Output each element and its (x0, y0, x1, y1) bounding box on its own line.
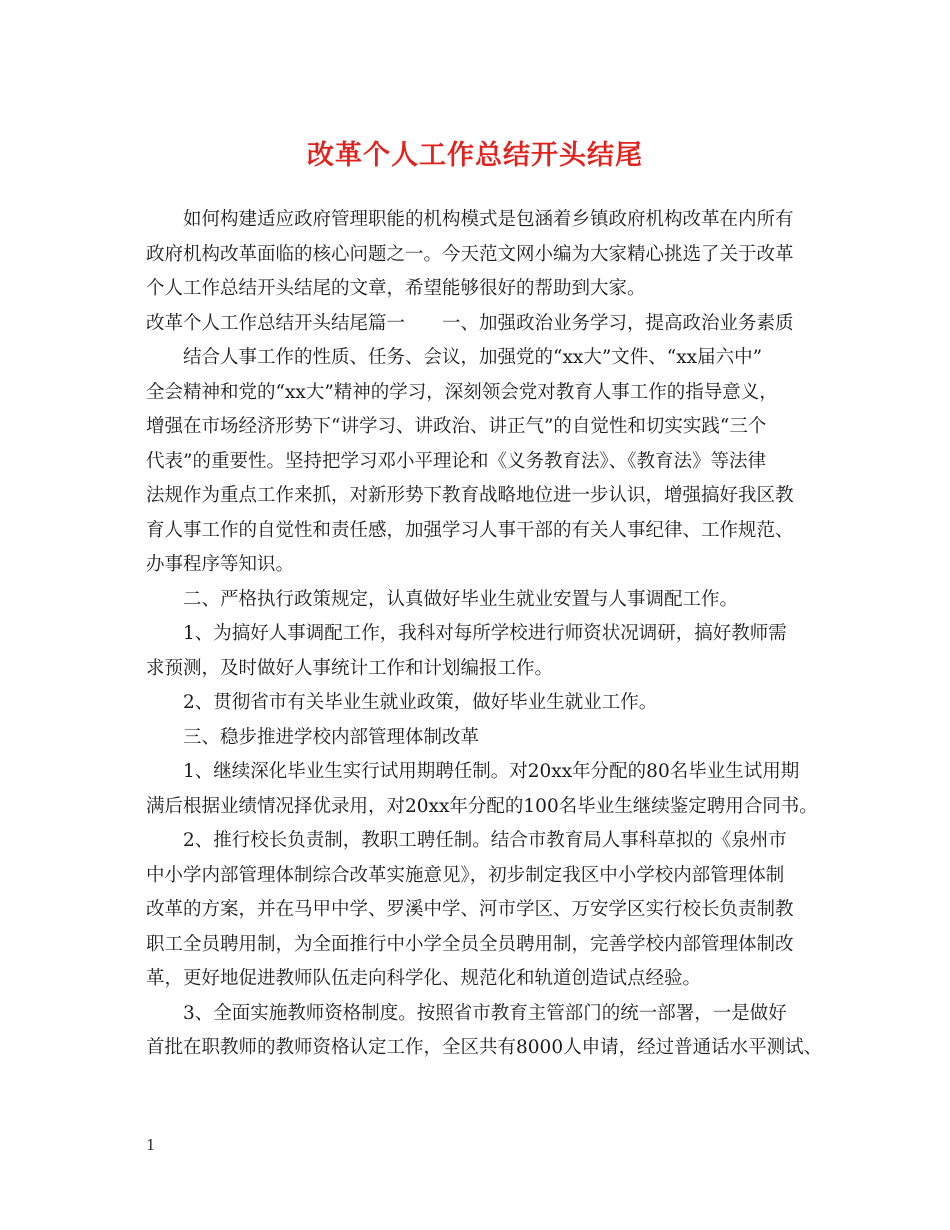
document-title: 改革个人工作总结开头结尾 (307, 140, 643, 171)
body-line: 改革的方案，并在马甲中学、罗溪中学、河市学区、万安学区实行校长负责制教 (146, 899, 794, 920)
section-heading-line: 三、稳步推进学校内部管理体制改革 (183, 726, 480, 748)
section-heading-line: 二、严格执行政策规定，认真做好毕业生就业安置与人事调配工作。 (183, 588, 739, 610)
body-line: 育人事工作的自觉性和责任感，加强学习人事干部的有关人事纪律、工作规范、 (146, 519, 794, 541)
body-line: 1、为搞好人事调配工作，我科对每所学校进行师资状况调研，搞好教师需 (183, 623, 787, 644)
section-heading-line: 改革个人工作总结开头结尾篇一 一、加强政治业务学习，提高政治业务素质 (146, 312, 794, 334)
body-line: 个人工作总结开头结尾的文章，希望能够很好的帮助到大家。 (146, 278, 646, 299)
body-line: 全会精神和党的“xx大”精神的学习，深刻领会党对教育人事工作的指导意义， (146, 381, 778, 403)
body-line: 增强在市场经济形势下“讲学习、讲政治、讲正气”的自觉性和切实实践“三个 (146, 416, 767, 437)
body-line: 革，更好地促进教师队伍走向科学化、规范化和轨道创造试点经验。 (146, 968, 702, 989)
body-line: 2、推行校长负责制，教职工聘任制。结合市教育局人事科草拟的《泉州市 (183, 830, 787, 851)
body-line: 如何构建适应政府管理职能的机构模式是包涵着乡镇政府机构改革在内所有 (183, 209, 794, 230)
body-line: 职工全员聘用制，为全面推行中小学全员全员聘用制，完善学校内部管理体制改 (146, 933, 794, 955)
body-line: 2、贯彻省市有关毕业生就业政策，做好毕业生就业工作。 (183, 692, 658, 713)
body-line: 满后根据业绩情况择优录用，对20xx年分配的100名毕业生继续鉴定聘用合同书。 (146, 795, 818, 817)
body-line: 中小学内部管理体制综合改革实施意见》，初步制定我区中小学校内部管理体制 (146, 864, 785, 886)
page-number: 1 (146, 1136, 156, 1154)
body-line: 1、继续深化毕业生实行试用期聘任制。对20xx年分配的80名毕业生试用期 (183, 761, 800, 782)
body-line: 办事程序等知识。 (146, 554, 295, 575)
body-line: 结合人事工作的性质、任务、会议，加强党的“xx大”文件、“xx届六中” (183, 347, 763, 368)
body-line: 首批在职教师的教师资格认定工作，全区共有8000人申请，经过普通话水平测试、 (146, 1037, 823, 1058)
document-body (146, 203, 823, 1066)
body-line: 法规作为重点工作来抓，对新形势下教育战略地位进一步认识，增强搞好我区教 (146, 485, 794, 506)
body-line: 求预测，及时做好人事统计工作和计划编报工作。 (146, 657, 554, 679)
body-line: 3、全面实施教师资格制度。按照省市教育主管部门的统一部署，一是做好 (183, 1002, 787, 1024)
body-line: 政府机构改革面临的核心问题之一。今天范文网小编为大家精心挑选了关于改革 (146, 243, 794, 265)
body-line: 代表”的重要性。坚持把学习邓小平理论和《义务教育法》、《教育法》等法律 (146, 450, 766, 472)
